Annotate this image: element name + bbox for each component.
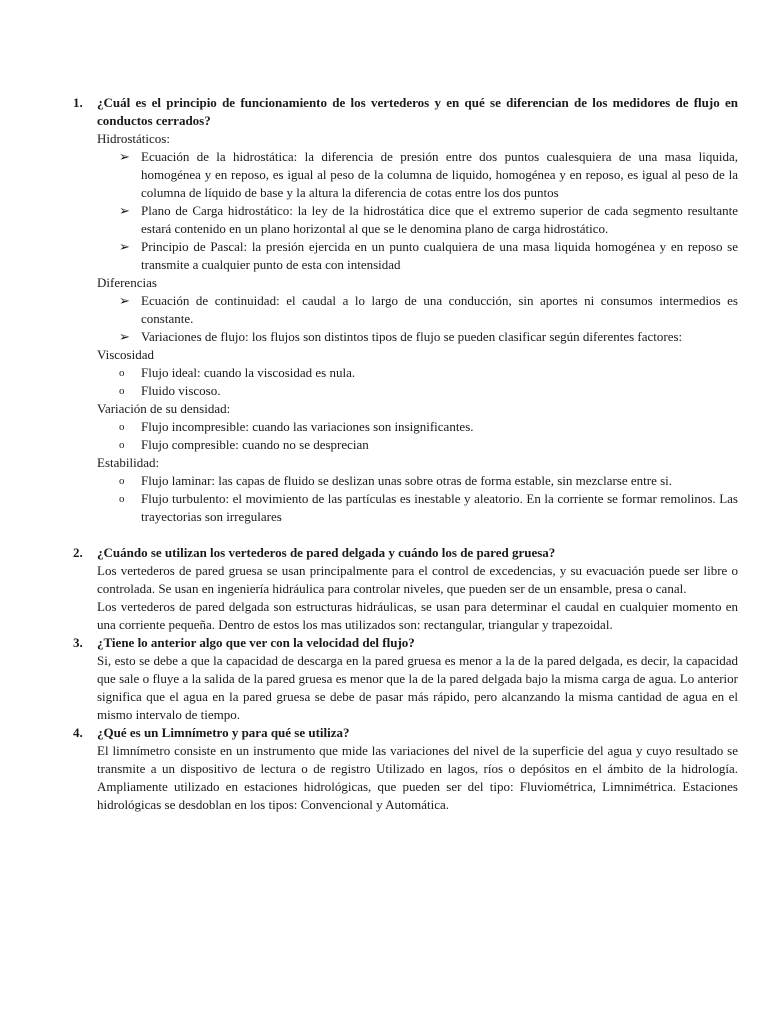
list-item bbox=[119, 436, 738, 454]
spacer bbox=[73, 526, 738, 544]
list-item bbox=[119, 490, 738, 526]
document-body bbox=[73, 94, 738, 814]
hidrostatic-list bbox=[119, 148, 738, 274]
list-item-text: Plano de Carga hidrostático: la ley de la hidrostática dice que el extremo superior de cada segmento resultante estará contenido en un plano horizontal al que se le denomina plano de carga hidrostático. bbox=[141, 203, 738, 236]
list-item bbox=[119, 382, 738, 400]
section-label-estabilidad: Estabilidad: bbox=[97, 455, 160, 470]
arrow-bullet-icon: ➢ bbox=[119, 329, 130, 344]
answer-paragraph: Si, esto se debe a que la capacidad de descarga en la pared gruesa es menor a la de la pared delgada, es decir, la capacidad que sale o fluye a la salida de la pared gruesa es menor que la de la pared delgada bajo la misma carga de agua. Lo anterior significa que el agua en la pared gruesa se debe de pasar más rápido, pero alcanzando la misma cantidad de agua en el mismo intervalo de tiempo. bbox=[97, 653, 738, 722]
question-2 bbox=[73, 544, 738, 562]
list-item bbox=[119, 238, 738, 274]
list-item-text: Ecuación de la hidrostática: la diferencia de presión entre dos puntos cualesquiera de una masa liquida, homogénea y en reposo, es igual al peso de la columna de liquido, homogénea y en reposo, es igual al peso de la columna de líquido de base y la altura la diferencia de cotas entre los dos puntos bbox=[141, 149, 738, 200]
list-item bbox=[119, 472, 738, 490]
question-number: 1. bbox=[73, 95, 83, 110]
question-text: ¿Tiene lo anterior algo que ver con la velocidad del flujo? bbox=[97, 635, 415, 650]
question-number: 3. bbox=[73, 635, 83, 650]
question-number: 2. bbox=[73, 545, 83, 560]
answer-paragraph: Los vertederos de pared gruesa se usan principalmente para el control de excedencias, y su evacuación puede ser libre o controlada. Se usan en ingeniería hidráulica para controlar niveles, que pueden ser de un ensamble, presa o canal. bbox=[97, 563, 738, 596]
list-item-text: Flujo ideal: cuando la viscosidad es nula. bbox=[141, 365, 356, 380]
circle-bullet-icon: o bbox=[119, 493, 125, 505]
section-label-hidrostaticos: Hidrostáticos: bbox=[97, 131, 170, 146]
question-number: 4. bbox=[73, 725, 83, 740]
arrow-bullet-icon: ➢ bbox=[119, 239, 130, 254]
list-item-text: Flujo turbulento: el movimiento de las partículas es inestable y aleatorio. En la corriente se formar remolinos. Las trayectorias son irregulares bbox=[141, 491, 738, 524]
question-3 bbox=[73, 634, 738, 652]
arrow-bullet-icon: ➢ bbox=[119, 203, 130, 218]
stability-list bbox=[119, 472, 738, 526]
question-1 bbox=[73, 94, 738, 130]
density-list bbox=[119, 418, 738, 454]
list-item bbox=[119, 364, 738, 382]
differences-list bbox=[119, 292, 738, 346]
list-item bbox=[119, 148, 738, 202]
circle-bullet-icon: o bbox=[119, 385, 125, 397]
question-text: ¿Qué es un Limnímetro y para qué se utiliza? bbox=[97, 725, 350, 740]
question-4 bbox=[73, 724, 738, 742]
list-item bbox=[119, 202, 738, 238]
list-item-text: Ecuación de continuidad: el caudal a lo largo de una conducción, sin aportes ni consumos intermedios es constante. bbox=[141, 293, 738, 326]
answer-paragraph: El limnímetro consiste en un instrumento que mide las variaciones del nivel de la superficie del agua y cuyo resultado se transmite a un dispositivo de lectura o de registro Utilizado en lagos, ríos o depósitos en el ámbito de la hidrología. Ampliamente utilizado en estaciones hidrológicas, que pueden ser del tipo: Fluviométrica, Limnimétrica. Estaciones hidrológicas se desdoblan en los tipos: Convencional y Automática. bbox=[97, 743, 738, 812]
list-item-text: Flujo compresible: cuando no se desprecian bbox=[141, 437, 369, 452]
viscosity-list bbox=[119, 364, 738, 400]
list-item bbox=[119, 292, 738, 328]
section-label-densidad: Variación de su densidad: bbox=[97, 401, 231, 416]
circle-bullet-icon: o bbox=[119, 421, 125, 433]
arrow-bullet-icon: ➢ bbox=[119, 149, 130, 164]
list-item-text: Principio de Pascal: la presión ejercida en un punto cualquiera de una masa liquida homogénea y en reposo se transmite a cualquier punto de esta con intensidad bbox=[141, 239, 738, 272]
circle-bullet-icon: o bbox=[119, 367, 125, 379]
list-item-text: Flujo laminar: las capas de fluido se deslizan unas sobre otras de forma estable, sin mezclarse entre si. bbox=[141, 473, 673, 488]
list-item-text: Variaciones de flujo: los flujos son distintos tipos de flujo se pueden clasificar según diferentes factores: bbox=[141, 329, 683, 344]
circle-bullet-icon: o bbox=[119, 475, 125, 487]
question-text: ¿Cuándo se utilizan los vertederos de pared delgada y cuándo los de pared gruesa? bbox=[97, 545, 556, 560]
question-text: ¿Cuál es el principio de funcionamiento de los vertederos y en qué se diferencian de los medidores de flujo en conductos cerrados? bbox=[97, 95, 738, 128]
list-item-text: Fluido viscoso. bbox=[141, 383, 221, 398]
answer-paragraph: Los vertederos de pared delgada son estructuras hidráulicas, se usan para determinar el caudal en cualquier momento en una corriente pequeña. Dentro de estos los mas utilizados son: rectangular, triangular y trapezoidal. bbox=[97, 599, 738, 632]
list-item-text: Flujo incompresible: cuando las variaciones son insignificantes. bbox=[141, 419, 474, 434]
arrow-bullet-icon: ➢ bbox=[119, 293, 130, 308]
list-item bbox=[119, 328, 738, 346]
section-label-diferencias: Diferencias bbox=[97, 275, 157, 290]
section-label-viscosidad: Viscosidad bbox=[97, 347, 154, 362]
circle-bullet-icon: o bbox=[119, 439, 125, 451]
list-item bbox=[119, 418, 738, 436]
